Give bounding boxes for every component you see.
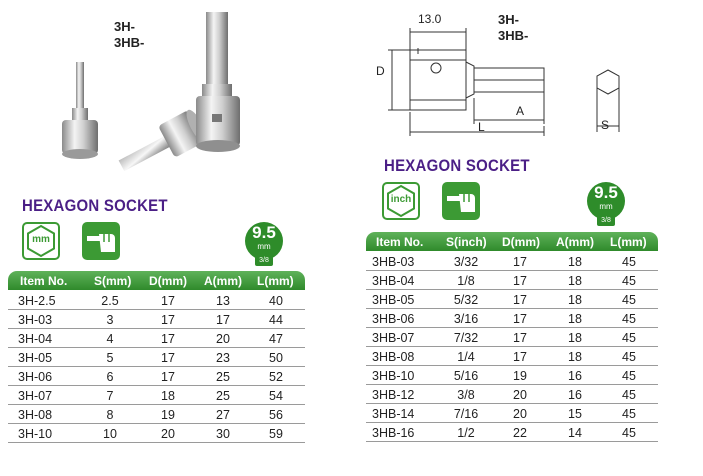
left-table-row	[8, 387, 305, 405]
left-cell-item-no: 3H-06	[18, 370, 53, 384]
left-cell-d: 17	[161, 370, 175, 384]
left-cell-item-no: 3H-03	[18, 313, 53, 327]
metric-unit-icon	[22, 222, 60, 260]
left-drive-size-fraction: 3/8	[255, 256, 273, 266]
dimension-diagram	[370, 8, 640, 138]
small-socket-image	[62, 62, 98, 159]
left-table-header	[8, 271, 305, 290]
hand-tool-icon	[82, 222, 120, 260]
left-cell-d: 17	[161, 351, 175, 365]
right-cell-d: 17	[513, 255, 527, 269]
left-cell-l: 40	[269, 294, 283, 308]
product-code-3h: 3H-	[114, 19, 135, 34]
right-cell-a: 16	[568, 388, 582, 402]
left-cell-l: 59	[269, 427, 283, 441]
left-cell-l: 52	[269, 370, 283, 384]
right-cell-item-no: 3HB-12	[372, 388, 415, 402]
left-col-a: A(mm)	[204, 274, 242, 288]
right-table-row	[366, 386, 658, 404]
right-cell-s: 3/32	[453, 255, 479, 269]
right-col-s: S(inch)	[446, 235, 487, 249]
right-drive-size-unit: mm	[599, 202, 613, 211]
right-cell-item-no: 3HB-05	[372, 293, 415, 307]
right-cell-l: 45	[622, 255, 636, 269]
left-cell-a: 30	[216, 427, 230, 441]
right-cell-item-no: 3HB-07	[372, 331, 415, 345]
left-table-row	[8, 311, 305, 329]
right-col-l: L(mm)	[610, 235, 647, 249]
right-drive-size-value: 9.5	[594, 183, 618, 202]
lying-socket-image	[113, 107, 210, 182]
right-table-row	[366, 405, 658, 423]
left-cell-a: 25	[216, 370, 230, 384]
right-cell-l: 45	[622, 274, 636, 288]
left-section-title: HEXAGON SOCKET	[22, 196, 168, 215]
right-cell-l: 45	[622, 426, 636, 440]
right-cell-a: 18	[568, 255, 582, 269]
right-cell-d: 20	[513, 407, 527, 421]
left-table-row	[8, 368, 305, 386]
right-cell-d: 17	[513, 350, 527, 364]
left-cell-a: 20	[216, 332, 230, 346]
right-cell-item-no: 3HB-06	[372, 312, 415, 326]
left-cell-d: 17	[161, 294, 175, 308]
right-cell-item-no: 3HB-16	[372, 426, 415, 440]
left-col-item: Item No.	[20, 274, 68, 288]
dim-d-label: D	[376, 64, 385, 78]
left-col-d: D(mm)	[149, 274, 187, 288]
right-cell-d: 20	[513, 388, 527, 402]
left-cell-l: 54	[269, 389, 283, 403]
right-cell-s: 3/8	[457, 388, 475, 402]
left-cell-s: 7	[106, 389, 114, 403]
right-table-row	[366, 253, 658, 271]
right-cell-s: 7/16	[453, 407, 479, 421]
left-col-l: L(mm)	[257, 274, 294, 288]
diagram-code-3h: 3H-	[498, 12, 519, 27]
right-cell-d: 17	[513, 274, 527, 288]
left-cell-a: 25	[216, 389, 230, 403]
left-cell-s: 6	[106, 370, 114, 384]
left-cell-item-no: 3H-2.5	[18, 294, 56, 308]
right-cell-item-no: 3HB-10	[372, 369, 415, 383]
left-cell-d: 18	[161, 389, 175, 403]
left-cell-l: 50	[269, 351, 283, 365]
right-col-d: D(mm)	[502, 235, 540, 249]
dim-top-value: 13.0	[418, 12, 442, 26]
right-cell-l: 45	[622, 312, 636, 326]
dim-a-label: A	[516, 104, 525, 118]
right-cell-d: 22	[513, 426, 527, 440]
right-cell-d: 17	[513, 331, 527, 345]
left-table-row	[8, 406, 305, 424]
right-drive-size-fraction: 3/8	[597, 216, 615, 226]
left-table-row	[8, 349, 305, 367]
right-cell-a: 18	[568, 331, 582, 345]
product-photo	[60, 10, 260, 190]
dim-s-label: S	[601, 118, 610, 132]
diagram-code-3hb: 3HB-	[498, 28, 529, 43]
left-cell-l: 56	[269, 408, 283, 422]
left-table-row	[8, 292, 305, 310]
right-cell-a: 18	[568, 350, 582, 364]
left-cell-s: 5	[106, 351, 114, 365]
left-cell-s: 3	[106, 313, 114, 327]
right-cell-a: 14	[568, 426, 582, 440]
right-cell-item-no: 3HB-08	[372, 350, 415, 364]
right-cell-l: 45	[622, 331, 636, 345]
metric-unit-label: mm	[32, 234, 50, 245]
right-cell-s: 1/4	[457, 350, 475, 364]
right-cell-item-no: 3HB-14	[372, 407, 415, 421]
left-table-row	[8, 330, 305, 348]
large-socket-image	[196, 12, 240, 152]
right-cell-s: 5/32	[453, 293, 479, 307]
right-table-row	[366, 272, 658, 290]
right-cell-d: 19	[513, 369, 527, 383]
left-cell-s: 8	[106, 408, 114, 422]
right-table-row	[366, 310, 658, 328]
left-cell-item-no: 3H-10	[18, 427, 53, 441]
inch-unit-label: inch	[390, 194, 412, 205]
left-drive-size-value: 9.5	[252, 223, 276, 242]
left-cell-d: 20	[161, 427, 175, 441]
right-table-row	[366, 424, 658, 442]
left-cell-item-no: 3H-04	[18, 332, 53, 346]
hand-tool-icon-right	[442, 182, 480, 220]
left-cell-a: 13	[216, 294, 230, 308]
left-cell-a: 17	[216, 313, 230, 327]
right-cell-l: 45	[622, 388, 636, 402]
right-cell-item-no: 3HB-03	[372, 255, 415, 269]
left-cell-d: 17	[161, 313, 175, 327]
right-table-row	[366, 329, 658, 347]
right-table-header	[366, 232, 658, 251]
left-cell-a: 23	[216, 351, 230, 365]
left-cell-a: 27	[216, 408, 230, 422]
right-cell-l: 45	[622, 407, 636, 421]
right-cell-s: 1/8	[457, 274, 475, 288]
right-cell-a: 18	[568, 293, 582, 307]
right-col-a: A(mm)	[556, 235, 594, 249]
right-cell-a: 15	[568, 407, 582, 421]
right-col-item: Item No.	[376, 235, 424, 249]
left-cell-item-no: 3H-07	[18, 389, 53, 403]
right-cell-a: 16	[568, 369, 582, 383]
right-cell-l: 45	[622, 369, 636, 383]
left-cell-d: 17	[161, 332, 175, 346]
right-cell-item-no: 3HB-04	[372, 274, 415, 288]
right-cell-a: 18	[568, 274, 582, 288]
left-cell-l: 47	[269, 332, 283, 346]
right-drive-size-badge	[587, 182, 625, 224]
product-code-3hb: 3HB-	[114, 35, 145, 50]
left-cell-item-no: 3H-08	[18, 408, 53, 422]
left-col-s: S(mm)	[94, 274, 132, 288]
inch-unit-icon	[382, 182, 420, 220]
left-cell-s: 2.5	[101, 294, 119, 308]
right-cell-s: 1/2	[457, 426, 475, 440]
right-table-row	[366, 348, 658, 366]
right-cell-s: 7/32	[453, 331, 479, 345]
left-cell-s: 10	[103, 427, 117, 441]
left-cell-s: 4	[106, 332, 114, 346]
left-cell-l: 44	[269, 313, 283, 327]
left-cell-item-no: 3H-05	[18, 351, 53, 365]
right-cell-l: 45	[622, 350, 636, 364]
right-cell-a: 18	[568, 312, 582, 326]
left-cell-d: 19	[161, 408, 175, 422]
right-section-title: HEXAGON SOCKET	[384, 156, 530, 175]
dim-l-label: L	[478, 120, 485, 134]
right-table-row	[366, 367, 658, 385]
right-cell-s: 3/16	[453, 312, 479, 326]
left-drive-size-unit: mm	[257, 242, 271, 251]
left-drive-size-badge	[245, 222, 283, 264]
right-cell-d: 17	[513, 312, 527, 326]
left-table-row	[8, 425, 305, 443]
right-cell-s: 5/16	[453, 369, 479, 383]
right-cell-l: 45	[622, 293, 636, 307]
right-table-row	[366, 291, 658, 309]
right-cell-d: 17	[513, 293, 527, 307]
